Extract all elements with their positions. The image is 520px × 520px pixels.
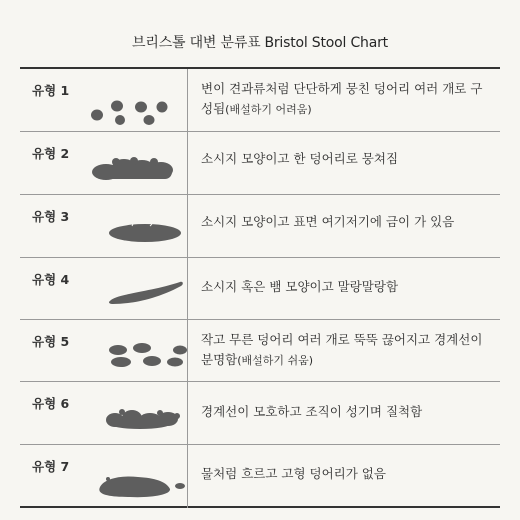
bristol-table — [20, 67, 500, 508]
table-row-type-5 — [20, 319, 500, 381]
table-row-type-7 — [20, 444, 500, 508]
table-row-type-4 — [20, 257, 500, 319]
chart-title — [0, 32, 520, 52]
title-english: Bristol Stool Chart — [264, 35, 388, 51]
type-2-stool-icon — [20, 132, 187, 195]
type-label: 유형 6 — [32, 396, 70, 411]
description-line-1: 물처럼 흐르고 고형 덩어리가 없음 — [201, 466, 386, 481]
type-1-description — [201, 79, 490, 120]
description-line-1: 작고 무른 덩어리 여러 개로 뚝뚝 끊어지고 경계선이 — [201, 332, 483, 347]
type-6-description — [201, 402, 490, 422]
table-row-type-2 — [20, 131, 500, 194]
description-line-1: 소시지 혹은 뱀 모양이고 말랑말랑함 — [201, 279, 399, 294]
table-row-type-6 — [20, 381, 500, 444]
description-line-1: 변이 견과류처럼 단단하게 뭉친 덩어리 여러 개로 구 — [201, 81, 483, 96]
type-7-stool-icon — [20, 445, 187, 509]
type-label: 유형 4 — [32, 272, 70, 287]
type-3-stool-icon — [20, 195, 187, 258]
table-row-type-1 — [20, 69, 500, 131]
table-row-type-3 — [20, 194, 500, 257]
type-cell — [20, 320, 188, 381]
type-5-stool-icon — [20, 320, 187, 382]
type-cell — [20, 445, 188, 508]
description-line-2: 분명함 — [201, 352, 238, 367]
description-line-1: 경계선이 모호하고 조직이 성기며 질척함 — [201, 404, 423, 419]
type-4-description — [201, 277, 490, 297]
type-7-description — [201, 464, 490, 484]
type-label: 유형 2 — [32, 146, 70, 161]
description-line-2: 성됨 — [201, 101, 226, 116]
type-5-description — [201, 330, 490, 371]
type-6-stool-icon — [20, 382, 187, 445]
type-2-description — [201, 149, 490, 169]
type-cell — [20, 382, 188, 444]
description-line-1: 소시지 모양이고 표면 여기저기에 금이 가 있음 — [201, 214, 455, 229]
type-label: 유형 1 — [32, 83, 70, 98]
type-label: 유형 7 — [32, 459, 70, 474]
description-note: (배설하기 쉬움) — [237, 354, 314, 367]
type-label: 유형 3 — [32, 209, 70, 224]
type-3-description — [201, 212, 490, 232]
type-cell — [20, 69, 188, 131]
type-label: 유형 5 — [32, 334, 70, 349]
description-line-1: 소시지 모양이고 한 덩어리로 뭉쳐짐 — [201, 151, 399, 166]
type-cell — [20, 258, 188, 319]
title-korean: 브리스톨 대변 분류표 — [132, 35, 261, 51]
description-note: (배설하기 어려움) — [225, 103, 312, 116]
type-4-stool-icon — [20, 258, 187, 320]
type-cell — [20, 132, 188, 194]
type-cell — [20, 195, 188, 257]
type-1-stool-icon — [20, 69, 187, 131]
